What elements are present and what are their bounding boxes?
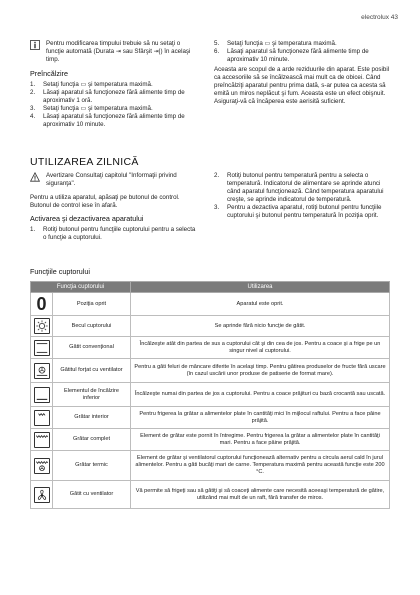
column-header-usage: Utilizarea bbox=[131, 282, 390, 293]
info-note bbox=[30, 40, 200, 64]
section-title: UTILIZAREA ZILNICĂ bbox=[30, 156, 139, 168]
function-name: Poziţia oprit bbox=[53, 293, 131, 316]
info-icon bbox=[30, 40, 40, 50]
fan-icon bbox=[34, 363, 50, 379]
function-name: Grătar termic bbox=[53, 451, 131, 481]
function-name: Grătar interior bbox=[53, 407, 131, 429]
function-usage: Se aprinde fără nicio funcţie de gătit. bbox=[131, 316, 390, 337]
list-item: 5. Setaţi funcţia ▭ şi temperatura maximă. bbox=[214, 40, 337, 47]
warning-note bbox=[30, 172, 200, 188]
function-name: Gătit convenţional bbox=[53, 337, 131, 359]
right-column-top bbox=[214, 40, 390, 106]
conventional-icon bbox=[34, 340, 50, 356]
preheat-paragraph: Aceasta are scopul de a arde reziduurile din aparat. Este posibil ca accesoriile să se încălzească mai mult ca de obicei. Când preîncălziţi aparatul pentru prima dată, s-ar putea ca acesta să emită un miros neplăcut şi fum. Aceasta este un efect obişnuit. Asiguraţi-vă că încăperea este aerisită suficient. bbox=[214, 66, 390, 105]
function-name: Becul cuptorului bbox=[53, 316, 131, 337]
list-item: 4. Lăsaţi aparatul să funcţioneze fără alimente timp de aproximativ 10 minute. bbox=[30, 113, 185, 128]
list-item: 3. Setaţi funcţia ▭ şi temperatura maximă. bbox=[30, 105, 153, 112]
left-column-top bbox=[30, 40, 200, 129]
usage-paragraph: Pentru a utiliza aparatul, apăsaţi pe butonul de control. Butonul de control iese în afară. bbox=[30, 194, 180, 209]
table-row bbox=[31, 337, 390, 359]
preheat-steps-continued bbox=[214, 40, 390, 64]
list-item: 6. Lăsaţi aparatul să funcţioneze fără alimente timp de aproximativ 10 minute. bbox=[214, 48, 369, 63]
table-row bbox=[31, 383, 390, 407]
function-usage: Element de grătar este pornit în întregime. Pentru frigerea la grătar a alimentelor plate în cantităţi mari. Pentru a face pâine prăjită. bbox=[131, 429, 390, 451]
full-grill-icon bbox=[34, 432, 50, 448]
function-name: Elementul de încălzire inferior bbox=[53, 383, 131, 407]
list-item: 2. Rotiţi butonul pentru temperatură pentru a selecta o temperatură. Indicatorul de alimentare se aprinde atunci când aparatul funcţionează. Când temperatura aparatului creşte, se aprinde indicatorul de temperatură. bbox=[214, 172, 384, 203]
function-name: Gătitul forţat cu ventilator bbox=[53, 359, 131, 383]
list-item: 2. Lăsaţi aparatul să funcţioneze fără alimente timp de aproximativ 1 oră. bbox=[30, 89, 185, 104]
zero-icon: 0 bbox=[36, 294, 47, 314]
table-row bbox=[31, 481, 390, 509]
list-item: 3. Pentru a dezactiva aparatul, rotiţi butonul pentru funcţiile cuptorului şi butonul pentru temperatură în poziţia oprit. bbox=[214, 204, 382, 219]
info-note-text: Pentru modificarea timpului trebuie să nu setaţi o funcţie automată (Durata ⇥ sau Sfârşit ⇥|) în acelaşi timp. bbox=[46, 40, 191, 63]
activation-subtitle: Activarea şi dezactivarea aparatului bbox=[30, 214, 144, 223]
function-usage: Încălzeşte numai din partea de jos a cuptorului. Pentru a coace prăjituri cu bază crocantă sau uscată. bbox=[131, 383, 390, 407]
table-row bbox=[31, 316, 390, 337]
warning-text: Avertizare Consultaţi capitolul "Informaţii privind siguranţa". bbox=[46, 172, 177, 187]
function-usage: Vă permite să frigeţi sau să gătiţi şi să coaceţi alimente care necesită aceeaşi temperatură de gătire, utilizând mai mult de un raft, fără transfer de miros. bbox=[131, 481, 390, 509]
function-name: Grătar complet bbox=[53, 429, 131, 451]
light-icon bbox=[34, 318, 50, 334]
fan-only-icon bbox=[34, 487, 50, 503]
preheat-steps bbox=[30, 81, 200, 129]
list-item: 1. Setaţi funcţia ▭ şi temperatura maximă. bbox=[30, 81, 153, 88]
function-usage: Aparatul este oprit. bbox=[131, 293, 390, 316]
list-item: 1. Rotiţi butonul pentru funcţiile cuptorului pentru a selecta o funcţie a cuptorului. bbox=[30, 226, 196, 241]
activation-steps-continued bbox=[214, 172, 390, 220]
page-header: electrolux 43 bbox=[361, 14, 398, 21]
table-title: Funcţiile cuptorului bbox=[30, 267, 90, 276]
function-usage: Element de grătar şi ventilatorul cuptorului funcţionează alternativ pentru a circula aerul cald în jurul alimentelor. Pentru a găti bucăţi mari de carne. Temperatura maximă pentru această funcţie este 200 °C. bbox=[131, 451, 390, 481]
column-header-function: Funcţia cuptorului bbox=[31, 282, 131, 293]
table-row bbox=[31, 359, 390, 383]
table-row bbox=[31, 451, 390, 481]
turbo-grill-icon bbox=[34, 458, 50, 474]
left-column-mid bbox=[30, 172, 200, 242]
function-usage: Încălzeşte atât din partea de sus a cuptorului cât şi din cea de jos. Pentru a coace şi a frige pe un singur nivel al cuptorului. bbox=[131, 337, 390, 359]
function-usage: Pentru frigerea la grătar a alimentelor plate în cantităţi mici în mijlocul raftului. Pentru a face pâine prăjită. bbox=[131, 407, 390, 429]
preheat-subtitle: Preîncălzire bbox=[30, 69, 68, 78]
table-row bbox=[31, 407, 390, 429]
table-row bbox=[31, 429, 390, 451]
function-usage: Pentru a găti feluri de mâncare diferite în acelaşi timp. Pentru gătirea produselor de fructe fără uscare (în cazul uscării unor produse de patiserie de format mare). bbox=[131, 359, 390, 383]
function-name: Gătit cu ventilator bbox=[53, 481, 131, 509]
oven-functions-table bbox=[30, 281, 390, 509]
table-header-row bbox=[31, 282, 390, 293]
warning-icon bbox=[30, 172, 40, 182]
grill-icon bbox=[34, 410, 50, 426]
table-row bbox=[31, 293, 390, 316]
right-column-mid bbox=[214, 172, 390, 220]
activation-steps bbox=[30, 226, 200, 242]
bottom-heat-icon bbox=[34, 387, 50, 403]
